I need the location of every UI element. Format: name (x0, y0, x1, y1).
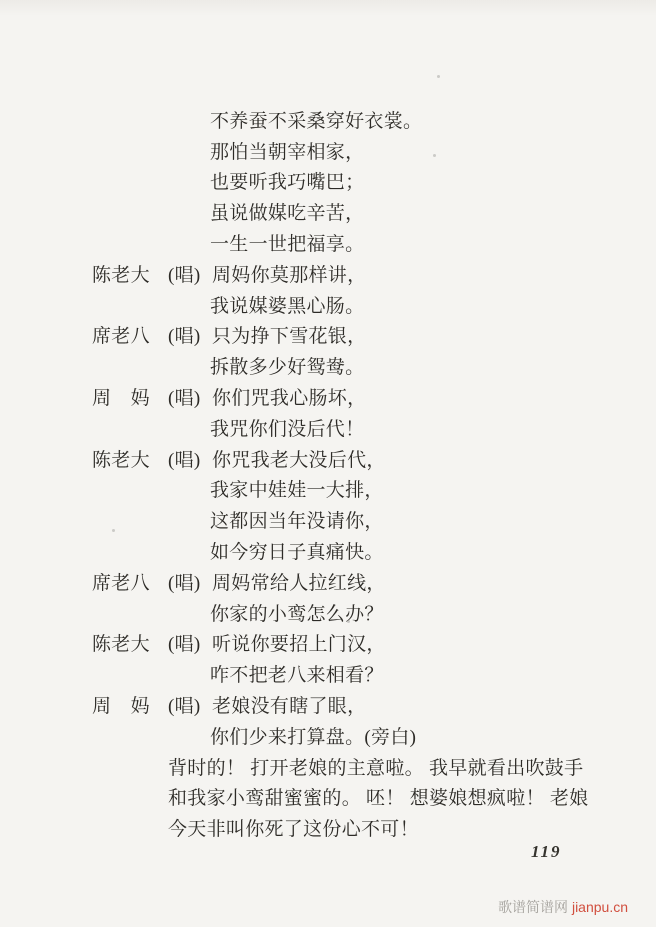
lyric-line: 周妈常给人拉红线， (212, 572, 386, 594)
lyric-line: 如今穷日子真痛快。 (210, 542, 384, 564)
verse-text: 一生一世把福享。 (210, 234, 365, 256)
lyric-line: 我咒你们没后代！ (210, 418, 365, 440)
aside-line (0, 751, 656, 782)
verse-line (0, 227, 656, 258)
scan-speck (112, 529, 115, 532)
dialogue-line (0, 566, 656, 597)
dialogue-line (0, 504, 656, 535)
watermark (498, 897, 628, 917)
dialogue-line (0, 689, 656, 720)
verse-line (0, 166, 656, 197)
sung-tag: (唱) (168, 449, 201, 471)
verse-line (0, 104, 656, 135)
scan-speck (437, 75, 440, 78)
sung-tag: (唱) (168, 634, 201, 656)
speaker-name: 周 妈 (92, 388, 150, 410)
aside-line (0, 782, 656, 813)
lyric-line: 你咒我老大没后代， (212, 449, 386, 471)
lyric-line: 拆散多少好鸳鸯。 (210, 357, 365, 379)
verse-line (0, 196, 656, 227)
dialogue-line (0, 412, 656, 443)
speaker-name: 周 妈 (92, 696, 150, 718)
verse-text: 也要听我巧嘴巴； (210, 172, 365, 194)
lyric-line: 你们少来打算盘。(旁白) (210, 726, 417, 748)
dialogue-line (0, 597, 656, 628)
dialogue-line (0, 443, 656, 474)
page-number: 119 (531, 842, 562, 861)
sung-tag: (唱) (168, 388, 201, 410)
sung-tag: (唱) (168, 696, 201, 718)
dialogue-line (0, 535, 656, 566)
aside-text: 和我家小鸾甜蜜蜜的。 呸！ 想婆娘想疯啦！ 老娘 (168, 788, 589, 810)
lyric-line: 我说媒婆黑心肠。 (210, 295, 365, 317)
lyric-line: 这都因当年没请你， (210, 511, 384, 533)
dialogue-line (0, 381, 656, 412)
speaker-name: 席老八 (92, 326, 150, 348)
lyric-line: 周妈你莫那样讲， (212, 264, 367, 286)
verse-text: 那怕当朝宰相家， (210, 141, 365, 163)
dialogue-line (0, 474, 656, 505)
dialogue-line (0, 258, 656, 289)
aside-text: 今天非叫你死了这份心不可！ (168, 819, 419, 841)
watermark-site-name: 歌谱简谱网 (498, 899, 569, 915)
sung-tag: (唱) (168, 264, 201, 286)
lyric-line: 你家的小鸾怎么办？ (210, 603, 384, 625)
verse-text: 虽说做媒吃辛苦， (210, 203, 365, 225)
verse-text: 不养蚕不采桑穿好衣裳。 (210, 110, 423, 132)
aside-line (0, 812, 656, 843)
dialogue-line (0, 720, 656, 751)
dialogue-line (0, 658, 656, 689)
lyric-line: 只为挣下雪花银， (212, 326, 367, 348)
speaker-name: 陈老大 (92, 634, 150, 656)
dialogue-line (0, 320, 656, 351)
speaker-name: 席老八 (92, 572, 150, 594)
lyric-line: 听说你要招上门汉， (212, 634, 386, 656)
aside-text: 背时的！ 打开老娘的主意啦。 我早就看出吹鼓手 (168, 757, 584, 779)
lyric-line: 你们咒我心肠坏， (212, 388, 367, 410)
speaker-name: 陈老大 (92, 449, 150, 471)
sung-tag: (唱) (168, 326, 201, 348)
scan-speck (433, 154, 436, 157)
lyric-line: 老娘没有瞎了眼， (212, 696, 367, 718)
watermark-site-url: jianpu.cn (571, 899, 628, 915)
lyric-line: 咋不把老八来相看？ (210, 665, 384, 687)
sung-tag: (唱) (168, 572, 201, 594)
scan-speck (347, 620, 350, 623)
dialogue-line (0, 289, 656, 320)
dialogue-line (0, 350, 656, 381)
lyric-line: 我家中娃娃一大排， (210, 480, 384, 502)
speaker-name: 陈老大 (92, 264, 150, 286)
verse-line (0, 135, 656, 166)
dialogue-line (0, 628, 656, 659)
